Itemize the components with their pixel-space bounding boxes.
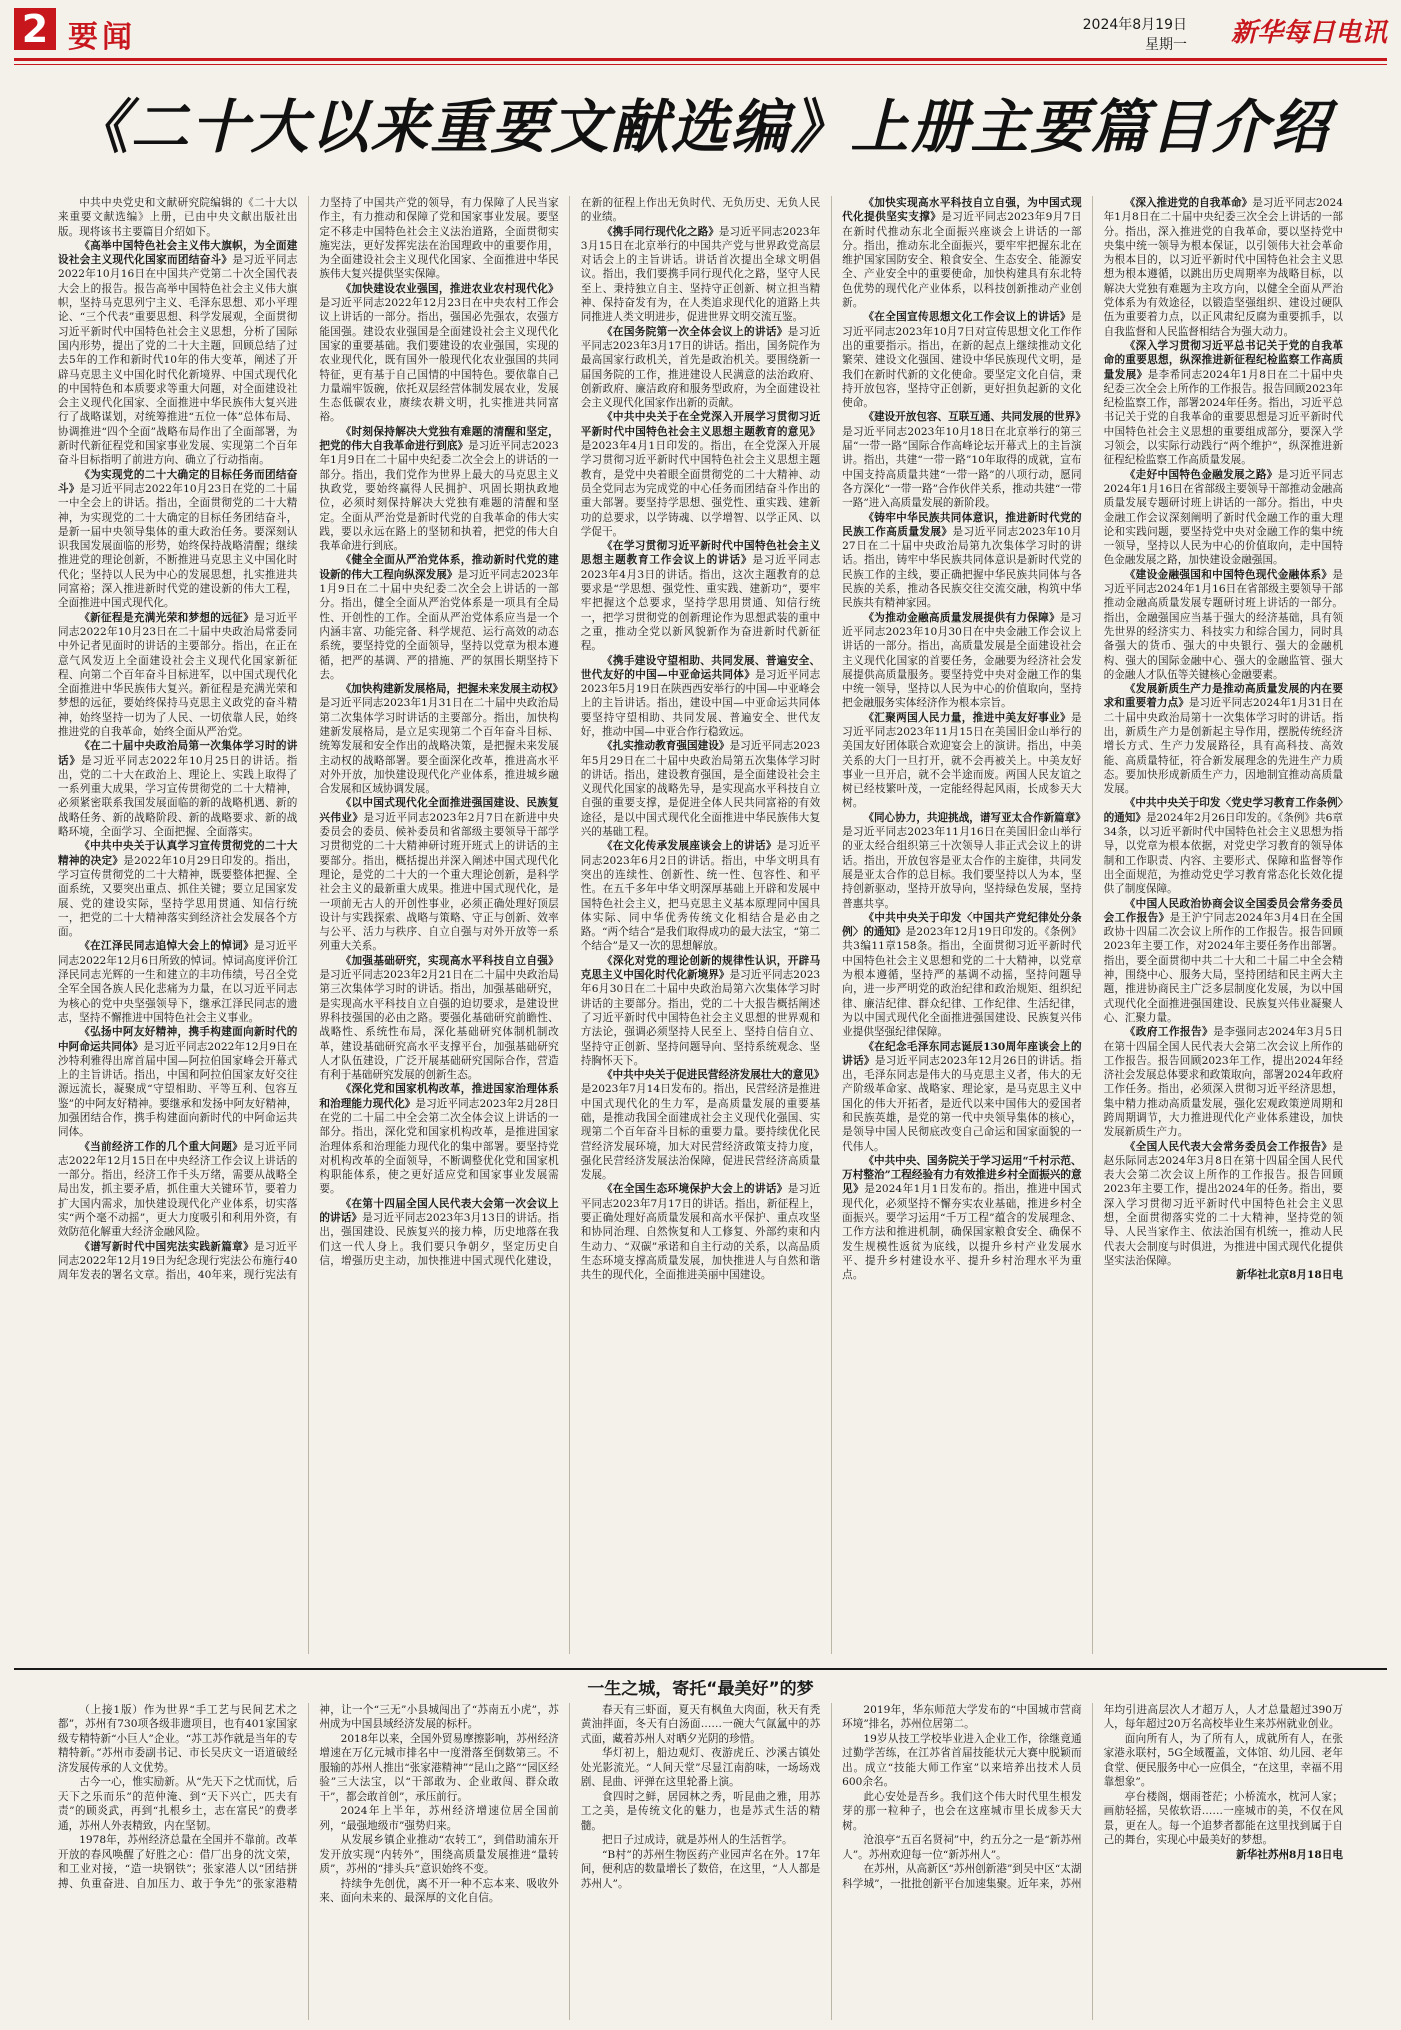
- article-section: [842, 310, 1081, 410]
- main-article: [58, 196, 1343, 1654]
- section-title: 《扎实推动教育强国建设》: [601, 740, 730, 753]
- article-section: [1104, 339, 1343, 468]
- section-title: 《在江泽民同志追悼大会上的悼词》: [79, 940, 255, 953]
- article-section: [581, 1182, 820, 1282]
- section-title: 《加快构建新发展格局，把握未来发展主动权》: [340, 683, 564, 696]
- article-section: [581, 410, 820, 539]
- article-section: [842, 611, 1081, 711]
- section-title: 《携手建设守望相助、共同发展、普遍安全、世代友好的中国—中亚命运共同体》: [580, 654, 821, 681]
- article-section: [842, 511, 1081, 611]
- feature-lead: （上接1版）作为世界“手工艺与民间艺术之都”，苏州有730项各级非遗项目，也有401家国家级专精特新“小巨人”企业。“苏工苏作就是当年的专精特新。”苏州市委副书记、市长吴庆文一语道破经济发展传承的人文优势。: [58, 1703, 298, 1774]
- section-body: 是习近平同志2023年12月26日的讲话。指出，毛泽东同志是伟大的马克思主义者，伟大的无产阶级革命家、战略家、理论家，是马克思主义中国化的伟大开拓者，是近代以来中国伟大的爱国者和民族英雄，是党的第一代中央领导集体的核心，是领导中国人民彻底改变自己命运和国家面貌的一代伟人。: [842, 1054, 1082, 1153]
- section-body: 是赵乐际同志2024年3月8日在第十四届全国人民代表大会第二次会议上所作的工作报告。报告回顾2023年主要工作，提出2024年的任务。指出，要深入学习贯彻习近平新时代中国特色社会主义思想，全面贯彻落实党的二十大精神，坚持党的领导、人民当家作主、依法治国有机统一，推动人民代表大会制度与时俱进，为推进中国式现代化提供坚实法治保障。: [1103, 1140, 1343, 1267]
- section-title: 《发展新质生产力是推动高质量发展的内在要求和重要着力点》: [1103, 683, 1343, 710]
- section-title: 《在第十四届全国人民代表大会第一次会议上的讲话》: [319, 1197, 559, 1225]
- section-body: 是习近平同志2023年4月3日的讲话。指出，这次主题教育的总要求是“学思想、强党性、重实践、建新功”，要牢牢把握这个总要求，坚持学思用贯通、知信行统一，把学习贯彻党的创新理论作为思想武装的重中之重，推动全党以新风貌新作为奋进新时代新征程。: [580, 554, 821, 653]
- feature-paragraph: 从发展乡镇企业推动“农转工”，到借助浦东开发开放实现“内转外”，围绕高质量发展推进“量转质”，苏州的“排头兵”意识始终不变。: [319, 1834, 559, 1875]
- article-section: [581, 954, 820, 1068]
- article-section: [58, 239, 297, 468]
- section-title: 《以中国式现代化全面推进强国建设、民族复兴伟业》: [319, 797, 559, 824]
- feature-paragraph: 古今一心，惟实励新。从“先天下之忧而忧，后天下之乐而乐”的范仲淹、到“天下兴亡，匹夫有责”的顾炎武，再到“扎根乡土，志在富民”的费孝通，苏州人外表精致，内在坚韧。: [58, 1776, 298, 1832]
- section-body: 是2023年4月1日印发的。指出，在全党深入开展学习贯彻习近平新时代中国特色社会主义思想主题教育，是党中央着眼全面贯彻党的二十大精神、动员全党同志为完成党的中心任务而团结奋斗作出的重大部署。要坚持学思想、强党性、重实践、建新功的总要求，以学铸魂、以学增智、以学正风、以学促干。: [580, 440, 821, 538]
- section-title: 《加强基础研究，实现高水平科技自立自强》: [340, 954, 559, 967]
- section-title: 《在纪念毛泽东同志诞辰130周年座谈会上的讲话》: [842, 1040, 1082, 1067]
- section-body: 是习近平同志2022年12月15日在中央经济工作会议上讲话的一部分。指出，经济工作千头万绪，需要从战略全局出发，抓主要矛盾，抓住重大关键环节，要着力扩大国内需求，加快建设现代化产业体系，切实落实“两个毫不动摇”，更大力度吸引和利用外资，有效防范化解重大经济金融风险。: [58, 1140, 298, 1239]
- section-body: 是习近平同志2023年2月21日在二十届中央政治局第三次集体学习时的讲话。指出，加强基础研究，是实现高水平科技自立自强的迫切要求，是建设世界科技强国的必由之路。要强化基础研究前瞻性、战略性、系统性布局，深化基础研究体制机制改革，建设基础研究高水平支撑平台，加强基础研究人才队伍建设，广泛开展基础研究国际合作，营造有利于基础研究发展的创新生态。: [319, 969, 559, 1082]
- section-body: 是习近平同志2023年9月7日在新时代推动东北全面振兴座谈会上讲话的一部分。指出，推动东北全面振兴，要牢牢把握东北在维护国家国防安全、粮食安全、生态安全、能源安全、产业安全中的重要使命，加快构建具有东北特色优势的现代化产业体系，以科技创新推动产业创新。: [842, 211, 1082, 310]
- issue-weekday: 星期一: [1145, 37, 1187, 53]
- section-title: 《加快实现高水平科技自立自强，为中国式现代化提供坚实支撑》: [842, 197, 1082, 224]
- section-body: 是习近平同志2023年3月15日在北京举行的中国共产党与世界政党高层对话会上的主旨讲话。讲话首次提出全球文明倡议。指出，我们要携手同行现代化之路，坚守人民至上、秉持独立自主、坚持守正创新、树立担当精神、保持奋发有为，在人类追求现代化的道路上共同推进人类文明进步，促进世界文明交流互鉴。: [580, 225, 821, 324]
- feature-paragraph: 1978年，苏州经济总量在全国并不靠前。改革开放的春风唤醒了好胜之心：借厂出身的沈文荣，和工业对接，“造一块钢铁”；张家港人以“团结拼搏、负重奋进、自加压力、敢于争先”的张家港精神，让一个“三无”小县城闯出了“苏南五小虎”，苏州成为中国县域经济发展的标杆。: [58, 1703, 559, 1890]
- section-body: 是习近平同志2022年12月6日所致的悼词。悼词高度评价江泽民同志光辉的一生和建立的丰功伟绩，号召全党全军全国各族人民化悲痛为力量，在以习近平同志为核心的党中央坚强领导下，继承江泽民同志的遗志，坚持不懈推进中国特色社会主义事业。: [58, 940, 298, 1024]
- article-section: [58, 468, 297, 611]
- section-body: 是2022年10月29日印发的。指出，学习宣传贯彻党的二十大精神，既要整体把握、全面系统，又要突出重点、抓住关键；要立足国家发展、党的建设实际，坚持学思用贯通、知信行统一，把党的二十大精神落实到经济社会发展各个方面。: [58, 854, 298, 939]
- feature-paragraph: 食四时之鲜，居园林之秀，听昆曲之雅，用苏工之美，是传统文化的魅力，也是苏式生活的精髓。: [580, 1790, 821, 1832]
- section-title: 《谱写新时代中国宪法实践新篇章》: [79, 1240, 255, 1253]
- section-body: 是习近平同志2022年10月23日在党的二十届一中全会上的讲话。指出，全面贯彻党的二十大精神，为实现党的二十大确定的目标任务团结奋斗，是新一届中央领导集体的重大政治任务。要深刻认识我国发展面临的形势，始终保持战略清醒；继续推进党的理论创新，不断推进马克思主义中国化时代化；坚持以人民为中心的发展思想，扎实推进共同富裕；深入推进新时代党的建设新的伟大工程，全面推进中国式现代化。: [58, 482, 298, 610]
- article-section: [58, 839, 297, 939]
- article-section: [319, 1082, 558, 1196]
- section-title: 《同心协力，共迎挑战，谱写亚太合作新篇章》: [863, 811, 1086, 824]
- section-body: 是2024年1月1日发布的。指出，推进中国式现代化，必须坚持不懈夯实农业基础，推进乡村全面振兴。要学习运用“千万工程”蕴含的发展理念、工作方法和推进机制，确保国家粮食安全、确保不发生规模性返贫为底线，以提升乡村产业发展水平、提升乡村建设水平、提升乡村治理水平为重点。: [842, 1183, 1082, 1282]
- section-body: 是习近平同志2022年12月19日为纪念现行宪法公布施行40周年发表的署名文章。指出，40年来，现行宪法有力坚持了中国共产党的领导，有力保障了人民当家作主，有力推动和保障了党和国家事业发展。要坚定不移走中国特色社会主义法治道路，全面贯彻实施宪法，更好发挥宪法在治国理政中的重要作用，为全面建设社会主义现代化国家、全面推进中华民族伟大复兴提供坚实保障。: [58, 197, 559, 1282]
- section-title: 《时刻保持解决大党独有难题的清醒和坚定，把党的伟大自我革命进行到底》: [319, 425, 559, 453]
- section-title: 《为实现党的二十大确定的目标任务而团结奋斗》: [58, 468, 298, 495]
- section-title: 《中共中央关于印发〈党史学习教育工作条例〉的通知》: [1103, 797, 1343, 824]
- article-section: [842, 196, 1081, 310]
- feature-paragraph: 此心安处是吾乡。我们这个伟大时代里生根发芽的那一粒种子，也会在这座城市里长成参天大树。: [842, 1790, 1082, 1832]
- section-body: 是2024年2月26日印发的。《条例》共6章34条，以习近平新时代中国特色社会主义思想为指导，以党章为根本依据，对党史学习教育的领导体制和工作职责、内容、主要形式、保障和监督等作出全面规范，为推动党史学习教育常态化长效化提供了制度保障。: [1103, 811, 1343, 896]
- headline: 《二十大以来重要文献选编》上册主要篇目介绍: [70, 93, 1331, 161]
- article-intro: 中共中央党史和文献研究院编辑的《二十大以来重要文献选编》上册，已由中央文献出版社出版。现将该书主要篇目介绍如下。: [58, 197, 298, 238]
- article-section: [1104, 1140, 1343, 1269]
- section-body: 是习近平同志2023年10月18日在北京举行的第三届“一带一路”国际合作高峰论坛开幕式上的主旨演讲。指出，共建“一带一路”10年取得的成就，宣布中国支持高质量共建“一带一路”的八项行动，愿同各方深化“一带一路”合作伙伴关系，推动共建“一带一路”进入高质量发展的新阶段。: [842, 425, 1082, 510]
- feature-paragraph: “B村”的苏州生物医药产业园声名在外。17年间，便利店的数量增长了数倍，在这里，“人人都是苏州人”。: [580, 1848, 821, 1890]
- section-body: 是习近平同志2023年11月16日在美国旧金山举行的亚太经合组织第三十次领导人非正式会议上的讲话。指出，开放包容是亚太合作的主旋律，共同发展是亚太合作的总目标。我们要坚持以人为本，坚持创新驱动，坚持开放导向，坚持绿色发展，坚持普惠共享。: [842, 826, 1082, 910]
- section-body: 是习近平同志2022年10月25日的讲话。指出，党的二十大在政治上、理论上、实践上取得了一系列重大成果，学习宣传贯彻党的二十大精神，必须紧密联系我国发展面临的新的战略机遇、新的战略任务、新的战略阶段、新的战略要求、新的战略环境，全面学习、全面把握、全面落实。: [58, 754, 298, 839]
- article-section: [319, 553, 558, 682]
- page-number: 2: [14, 8, 56, 50]
- section-body: 是习近平同志2022年12月9日在沙特利雅得出席首届中国—阿拉伯国家峰会开幕式上的主旨讲话。指出，中国和阿拉伯国家友好交往源远流长，凝聚成“守望相助、平等互利、包容互鉴”的中阿友好精神。要继承和发扬中阿友好精神，加强团结合作，携手构建面向新时代的中阿命运共同体。: [58, 1040, 298, 1139]
- article-section: [581, 225, 820, 325]
- section-title: 《中共中央关于在全党深入开展学习贯彻习近平新时代中国特色社会主义思想主题教育的意见》: [580, 411, 821, 438]
- article-section: [1104, 196, 1343, 339]
- section-title: 《中共中央、国务院关于学习运用“千村示范、万村整治”工程经验有力有效推进乡村全面振兴的意见》: [842, 1154, 1082, 1196]
- section-body: 是2023年7月14日发布的。指出，民营经济是推进中国式现代化的生力军，是高质量发展的重要基础，是推动我国全面建成社会主义现代化强国、实现第二个百年奋斗目标的重要力量。要持续优化民营经济发展环境，加大对民营经济政策支持力度，强化民营经济发展法治保障，促进民营经济高质量发展。: [580, 1083, 821, 1182]
- section-body: 是习近平同志2023年1月31日在二十届中央政治局第二次集体学习时讲话的主要部分。指出，加快构建新发展格局，是立足实现第二个百年奋斗目标、统筹发展和安全作出的战略决策，是把握未来发展主动权的战略部署。要全面深化改革，推进高水平对外开放，加快建设现代化产业体系，推进城乡融合发展和区域协调发展。: [319, 697, 559, 796]
- section-name: 要闻: [68, 20, 136, 55]
- feature-paragraph: 2018年以来，全国外贸易摩擦影响，苏州经济增速在万亿元城市排名中一度滑落至倒数第三。不服输的苏州人推出“张家港精神”“昆山之路”“园区经验”三大法宝，以“干部敢为、企业敢闯、群众敢干”，都会敢首创”，承压前行。: [319, 1732, 559, 1803]
- section-body: 是李强同志2024年3月5日在第十四届全国人民代表大会第二次会议上所作的工作报告。报告回顾2023年工作，提出2024年经济社会发展总体要求和政策取向，部署2024年政府工作任务。指出，必须深入贯彻习近平经济思想，集中精力推动高质量发展，强化宏观政策逆周期和跨周期调节，大力推进现代化产业体系建设，加快发展新质生产力。: [1103, 1026, 1343, 1139]
- section-title: 《健全全面从严治党体系，推动新时代党的建设新的伟大工程向纵深发展》: [319, 554, 559, 581]
- section-body: 是习近平同志2023年10月30日在中央金融工作会议上讲话的一部分。指出，高质量发展是全面建设社会主义现代化国家的首要任务，金融要为经济社会发展提供高质量服务。要坚持党中央对金融工作的集中统一领导，坚持以人民为中心的价值取向，坚持把金融服务实体经济作为根本宗旨。: [842, 611, 1082, 710]
- article-section: [1104, 796, 1343, 896]
- article-section: [1104, 468, 1343, 568]
- feature-paragraph: 亭台楼阁，烟雨苍茫；小桥流水，枕河人家；画舫轻摇，吴侬软语……一座城市的美，不仅在风景，更在人。每一个追梦者都能在这里找到属于自己的舞台，实现心中最美好的梦想。: [1103, 1790, 1343, 1846]
- section-title: 《高举中国特色社会主义伟大旗帜，为全面建设社会主义现代化国家而团结奋斗》: [58, 239, 298, 267]
- section-body: 是习近平同志2023年3月17日的讲话。指出，国务院作为最高国家行政机关，首先是政治机关。要围绕新一届国务院的工作，推进建设人民满意的法治政府、创新政府、廉洁政府和服务型政府，为全面建设社会主义现代化国家作出新的贡献。: [580, 325, 821, 410]
- section-title: 《走好中国特色金融发展之路》: [1124, 468, 1278, 481]
- section-body: 是王沪宁同志2024年3月4日在全国政协十四届二次会议上所作的工作报告。报告回顾2023年主要工作，对2024年主要任务作出部署。指出，要全面贯彻中共二十大和二十届二中全会精神，围绕中心、服务大局，坚持团结和民主两大主题，推进协商民主广泛多层制度化发展，为以中国式现代化全面推进强国建设、民族复兴伟业凝聚人心、汇聚力量。: [1103, 911, 1343, 1024]
- article-section: [1104, 897, 1343, 1026]
- article-section: [319, 682, 564, 796]
- section-body: 是习近平同志2023年5月29日在二十届中央政治局第五次集体学习时的讲话。指出，建设教育强国，是全面建设社会主义现代化国家的战略先导，是实现高水平科技自立自强的重要支撑，是促进全体人民共同富裕的有效途径，是以中国式现代化全面推进中华民族伟大复兴的基础工程。: [580, 740, 821, 839]
- section-title: 《在二十届中央政治局第一次集体学习时的讲话》: [58, 740, 298, 767]
- section-title: 《中共中央关于促进民营经济发展壮大的意见》: [601, 1069, 825, 1082]
- section-body: 是习近平同志2022年12月23日在中央农村工作会议上讲话的一部分。指出，强国必先强农，农强方能国强。建设农业强国是全面建设社会主义现代化国家的重要基础。我们要建设的农业强国，实现的农业现代化，既有国外一般现代化农业强国的共同特征，更有基于自己国情的中国特色。要依靠自己力量端牢饭碗，依托双层经营体制发展农业，发展生态低碳农业，赓续农耕文明，扎实推进共同富裕。: [319, 297, 559, 424]
- section-title: 《当前经济工作的几个重大问题》: [79, 1140, 244, 1153]
- section-body: 是习近平同志2024年1月16日在省部级主要领导干部推动金融高质量发展专题研讨班上讲话的一部分。指出，中央金融工作会议深刻阐明了新时代金融工作的重大理论和实践问题，要坚持党中央对金融工作的集中统一领导，坚持以人民为中心的价值取向，走中国特色金融发展之路，加快建设金融强国。: [1103, 468, 1343, 567]
- feature-paragraph: 19岁从技工学校毕业进入企业工作，徐继竟通过勤学苦练，在江苏省首届技能状元大赛中脱颖而出。成立“技能大师工作室”以来培养出技术人员600余名。: [842, 1732, 1082, 1788]
- article-section: [842, 410, 1086, 510]
- section-body: 是2023年12月19日印发的。《条例》共3编11章158条。指出，全面贯彻习近平新时代中国特色社会主义思想和党的二十大精神，以党章为根本遵循，坚持严的基调不动摇，坚持问题导向，进一步严明党的政治纪律和政治规矩、组织纪律、廉洁纪律、群众纪律、工作纪律、生活纪律，为以中国式现代化全面推进强国建设、民族复兴伟业提供坚强纪律保障。: [842, 926, 1082, 1039]
- article-section: [319, 954, 558, 1083]
- article-section: [58, 739, 297, 839]
- section-title: 《汇聚两国人民力量，推进中美友好事业》: [863, 711, 1071, 724]
- article-section: [580, 1068, 825, 1182]
- section-title: 《中国人民政治协商会议全国委员会常务委员会工作报告》: [1103, 897, 1343, 924]
- section-title: 《加快建设农业强国，推进农业农村现代化》: [340, 282, 559, 295]
- section-body: 是习近平同志2023年1月9日在二十届中央纪委二次全会上讲话的一部分。指出，健全全面从严治党体系是一项具有全局性、开创性的工作。全面从严治党体系应当是一个内涵丰富、功能完备、科学规范、运行高效的动态系统，要坚持党的全面领导，坚持以党章为根本遵循，把严的基调、严的措施、严的氛围长期坚持下去。: [319, 568, 559, 681]
- feature-paragraph: 持续争先创优，离不开一种不忘本来、吸收外来、面向未来的、最深厚的文化自信。: [319, 1877, 559, 1904]
- section-body: 是习近平同志2023年6月30日在二十届中央政治局第六次集体学习时讲话的主要部分。指出，党的二十大报告概括阐述了习近平新时代中国特色社会主义思想的世界观和方法论，强调必须坚持人民至上、坚持自信自立、坚持守正创新、坚持问题导向、坚持系统观念、坚持胸怀天下。: [580, 969, 821, 1067]
- section-body: 是习近平同志2022年10月23日在二十届中央政治局常委同中外记者见面时的讲话的主要部分。指出，在正在意气风发迈上全面建设社会主义现代化国家新征程、向第二个百年奋斗目标进军，以中国式现代化全面推进中华民族伟大复兴。新征程是充满光荣和梦想的远征，要始终保持马克思主义政党的奋斗精神，始终坚持一切为了人民、一切依靠人民，始终推进党的自我革命，始终全面从严治党。: [58, 611, 298, 738]
- article-section: [842, 1154, 1081, 1283]
- section-title: 《在文化传承发展座谈会上的讲话》: [601, 840, 777, 853]
- section-title: 《携手同行现代化之路》: [601, 225, 719, 238]
- section-body: 是习近平同志2023年2月28日在党的二十届二中全会第二次全体会议上讲话的一部分。指出，深化党和国家机构改革，是推进国家治理体系和治理能力现代化的集中部署。要坚持党对机构改革的全面领导，不断调整优化党和国家机构职能体系，使之更好适应党和国家事业发展需要。: [319, 1097, 559, 1196]
- article-section: [1104, 682, 1343, 796]
- section-title: 《深化党和国家机构改革，推进国家治理体系和治理能力现代化》: [319, 1083, 559, 1110]
- section-title: 《建设金融强国和中国特色现代金融体系》: [1124, 568, 1333, 581]
- article-section: [842, 711, 1081, 811]
- section-divider: [14, 1668, 1387, 1670]
- feature-dateline: 新华社苏州8月18日电: [1236, 1848, 1343, 1861]
- article-section: [1104, 568, 1343, 682]
- feature-paragraph: 华灯初上，船边观灯、夜游虎丘、沙溪古镇处处光影流光。“人间天堂”尽显江南韵味，一场场戏剧、昆曲、评弹在这里轮番上演。: [580, 1747, 821, 1788]
- section-body: 是习近平同志2023年11月15日在美国旧金山举行的美国友好团体联合欢迎宴会上的演讲。指出，中美关系的大门一旦打开，就不会再被关上。中美友好事业一旦开启，就不会半途而废。两国人民友谊之树已经枝繁叶茂，一定能经得起风雨，长成参天大树。: [842, 711, 1082, 810]
- section-title: 《新征程是充满光荣和梦想的远征》: [79, 611, 255, 624]
- section-title: 《在国务院第一次全体会议上的讲话》: [601, 325, 788, 338]
- masthead: [14, 8, 1387, 54]
- section-body: 是习近平同志2024年1月8日在二十届中央纪委三次全会上讲话的一部分。指出，深入推进党的自我革命，要以坚持党中央集中统一领导为根本保证，以引领伟大社会革命为根本目的，以习近平新时代中国特色社会主义思想为根本遵循，以跳出历史周期率为战略目标，以解决大党独有难题为主攻方向，以健全全面从严治党体系为有效途径，以锻造坚强组织、建设过硬队伍为重要着力点，以正风肃纪反腐为重要抓手，以自我监督和人民监督相结合为强大动力。: [1103, 197, 1343, 338]
- section-body: 是习近平同志2024年1月31日在二十届中央政治局第十一次集体学习时的讲话。指出，新质生产力是创新起主导作用，摆脱传统经济增长方式、生产力发展路径，具有高科技、高效能、高质量特征，符合新发展理念的先进生产力质态。要加快形成新质生产力，因地制宜推动高质量发展。: [1103, 697, 1343, 796]
- section-body: 是习近平同志2023年1月9日在二十届中央纪委二次全会上的讲话的一部分。指出，我们党作为世界上最大的马克思主义执政党，要始终赢得人民拥护、巩固长期执政地位，必须时刻保持解决大党独有难题的清醒和坚定。全面从严治党是新时代党的自我革命的伟大实践，要以永远在路上的坚韧和执着，把党的伟大自我革命进行到底。: [319, 440, 559, 553]
- section-title: 《深化对党的理论创新的规律性认识，开辟马克思主义中国化时代化新境界》: [580, 954, 821, 982]
- section-body: 是李希同志2024年1月8日在二十届中央纪委三次全会上所作的工作报告。报告回顾2023年纪检监察工作，部署2024年任务。指出，习近平总书记关于党的自我革命的重要思想是习近平新时代中国特色社会主义思想的重要组成部分，要深入学习领会，以实际行动践行“两个维护”，纵深推进新征程纪检监察工作高质量发展。: [1103, 368, 1343, 467]
- section-body: 是习近平同志2022年10月16日在中国共产党第二十次全国代表大会上的报告。报告高举中国特色社会主义伟大旗帜，坚持马克思列宁主义、毛泽东思想、邓小平理论、“三个代表”重要思想、科学发展观，全面贯彻习近平新时代中国特色社会主义思想，分析了国际国内形势，提出了党的二十大主题，回顾总结了过去5年的工作和新时代10年的伟大变革，阐述了开辟马克思主义中国化时代化新境界、中国式现代化的中国特色和本质要求等重大问题，对全面建设社会主义现代化国家、全面推进中华民族伟大复兴进行了战略谋划，对统筹推进“五位一体”总体布局、协调推进“四个全面”战略布局作出了全面部署，为新时代新征程党和国家事业发展、实现第二个百年奋斗目标指明了前进方向、确立了行动指南。: [58, 254, 298, 467]
- section-title: 《在全国生态环境保护大会上的讲话》: [601, 1183, 788, 1196]
- section-title: 《中共中央关于印发〈中国共产党纪律处分条例〉的通知》: [842, 911, 1082, 939]
- article-section: [319, 282, 558, 425]
- section-title: 《全国人民代表大会常务委员会工作报告》: [1124, 1140, 1333, 1153]
- article-section: [58, 611, 297, 740]
- article-section: [58, 1140, 297, 1240]
- section-title: 《铸牢中华民族共同体意识，推进新时代党的民族工作高质量发展》: [842, 511, 1082, 538]
- article-section: [58, 1025, 297, 1139]
- newspaper-logo: 新华每日电讯: [1230, 18, 1387, 48]
- section-title: 《建设开放包容、互联互通、共同发展的世界》: [863, 411, 1086, 424]
- feature-paragraph: 春天有三虾面，夏天有枫鱼大肉面，秋天有秃黄油拌面，冬天有白汤面……一碗大气氤氲中的苏式面，藏着苏州人对晒夕光阴的珍惜。: [580, 1703, 821, 1745]
- article-section: [1104, 1025, 1343, 1139]
- article-section: [581, 739, 820, 839]
- article-section: [842, 811, 1086, 911]
- section-body: 是习近平同志2023年7月17日的讲话。指出，新征程上，要正确处理好高质量发展和高水平保护、重点攻坚和协同治理、自然恢复和人工修复、外部约束和内生动力、“双碳”承诺和自主行动的关系，以高品质生态环境支撑高质量发展，加快推进人与自然和谐共生的现代化，全面推进美丽中国建设。: [580, 1183, 821, 1282]
- feature-paragraph: 把日子过成诗，就是苏州人的生活哲学。: [601, 1834, 793, 1846]
- section-body: 是习近平同志2023年10月7日对宣传思想文化工作作出的重要指示。指出，在新的起点上继续推动文化繁荣、建设文化强国、建设中华民族现代文明，是我们在新时代新的文化使命。要坚定文化自信，秉持开放包容，坚持守正创新，更好担负起新的文化使命。: [842, 311, 1082, 410]
- feature-paragraph: 2019年，华东师范大学发布的“中国城市营商环境”排名，苏州位居第二。: [842, 1703, 1082, 1730]
- section-title: 《中共中央关于认真学习宣传贯彻党的二十大精神的决定》: [58, 840, 298, 867]
- article-section: [581, 654, 820, 740]
- feature-paragraph: 在苏州，从高新区“苏州创新港”到吴中区“太湖科学城”，一批批创新平台加速集聚。近年来，苏州年均引进高层次人才超万人，人才总量超过390万人，每年超过20万名高校毕业生来苏州就业创业。: [842, 1703, 1343, 1890]
- article-section: [842, 911, 1081, 1040]
- feature-paragraph: 2024年上半年，苏州经济增速位居全国前列，“最强地级市”强势归来。: [319, 1805, 559, 1832]
- article-section: [58, 939, 297, 1025]
- section-title: 《深入推进党的自我革命》: [1124, 197, 1253, 209]
- article-section: [581, 539, 820, 653]
- feature-title: 一生之城，寄托“最美好”的梦: [587, 1680, 814, 1699]
- section-body: 是习近平同志2023年5月19日在陕西西安举行的中国—中亚峰会上的主旨讲话。指出，建设中国—中亚命运共同体要坚持守望相助、共同发展、普遍安全、世代友好，推动中国—中亚合作行稳致远。: [580, 668, 821, 738]
- section-title: 《弘扬中阿友好精神，携手构建面向新时代的中阿命运共同体》: [58, 1026, 298, 1053]
- article-section: [319, 425, 558, 554]
- section-body: 是习近平同志2023年10月27日在二十届中央政治局第九次集体学习时的讲话。指出，铸牢中华民族共同体意识是新时代党的民族工作的主线，要正确把握中华民族共同体与各民族的关系，推动各民族交往交流交融，构筑中华民族共有精神家园。: [842, 525, 1082, 610]
- article-section: [581, 325, 820, 411]
- article-section: [842, 1040, 1081, 1154]
- section-title: 《在全国宣传思想文化工作会议上的讲话》: [863, 311, 1071, 324]
- section-title: 《在学习贯彻习近平新时代中国特色社会主义思想主题教育工作会议上的讲话》: [580, 540, 821, 567]
- header-rule-thin: [14, 64, 1387, 65]
- section-body: 是习近平同志2023年2月7日在新进中央委员会的委员、候补委员和省部级主要领导干部学习贯彻党的二十大精神研讨班开班式上的讲话的主要部分。指出，概括提出并深入阐述中国式现代化理论，是党的二十大的一个重大理论创新，是科学社会主义的最新重大成果。推进中国式现代化，是一项前无古人的开创性事业，必须正确处理好顶层设计与实践探索、战略与策略、守正与创新、效率与公平、活力与秩序、自立自强与对外开放等一系列重大关系。: [319, 811, 559, 953]
- feature-paragraph: 面向所有人，为了所有人，成就所有人，在张家港永联村，5G全域覆盖，文体馆、幼儿园、老年食堂、便民服务中心一应俱全，“在这里，幸福不用靠想象”。: [1103, 1732, 1343, 1788]
- issue-date: 2024年8月19日: [1082, 17, 1187, 33]
- section-body: 是习近平同志2024年1月16日在省部级主要领导干部推动金融高质量发展专题研讨班上讲话的一部分。指出，金融强国应当基于强大的经济基础，具有领先世界的经济实力、科技实力和综合国力，同时具备强大的货币、强大的中央银行、强大的金融机构、强大的国际金融中心、强大的金融监管、强大的金融人才队伍等关键核心金融要素。: [1103, 568, 1343, 681]
- article-section: [581, 839, 820, 953]
- feature-paragraph: 沧浪亭“五百名贤祠”中，约五分之一是“新苏州人”。苏州欢迎每一位“新苏州人”。: [842, 1834, 1082, 1861]
- feature-article: [58, 1680, 1343, 2020]
- section-title: 《为推动金融高质量发展提供有力保障》: [863, 611, 1061, 624]
- article-dateline: 新华社北京8月18日电: [1236, 1269, 1343, 1282]
- section-body: 是习近平同志2023年6月2日的讲话。指出，中华文明具有突出的连续性、创新性、统一性、包容性、和平性。在五千多年中华文明深厚基础上开辟和发展中国特色社会主义，把马克思主义基本原理同中国具体实际、同中华优秀传统文化相结合是必由之路。“两个结合”是我们取得成功的最大法宝，“第二个结合”是又一次的思想解放。: [580, 840, 821, 953]
- article-section: [319, 796, 558, 953]
- section-body: 是习近平同志2023年3月13日的讲话。指出，强国建设、民族复兴的接力棒，历史地落在我们这一代人身上。我们要只争朝夕，坚定历史自信，增强历史主动，加快推进中国式现代化建设，在新的征程上作出无负时代、无负历史、无负人民的业绩。: [319, 197, 821, 1267]
- section-title: 《深入学习贯彻习近平总书记关于党的自我革命的重要思想，纵深推进新征程纪检监察工作高质量发展》: [1103, 339, 1343, 381]
- header-rule: [14, 58, 1387, 61]
- section-title: 《政府工作报告》: [1124, 1026, 1214, 1039]
